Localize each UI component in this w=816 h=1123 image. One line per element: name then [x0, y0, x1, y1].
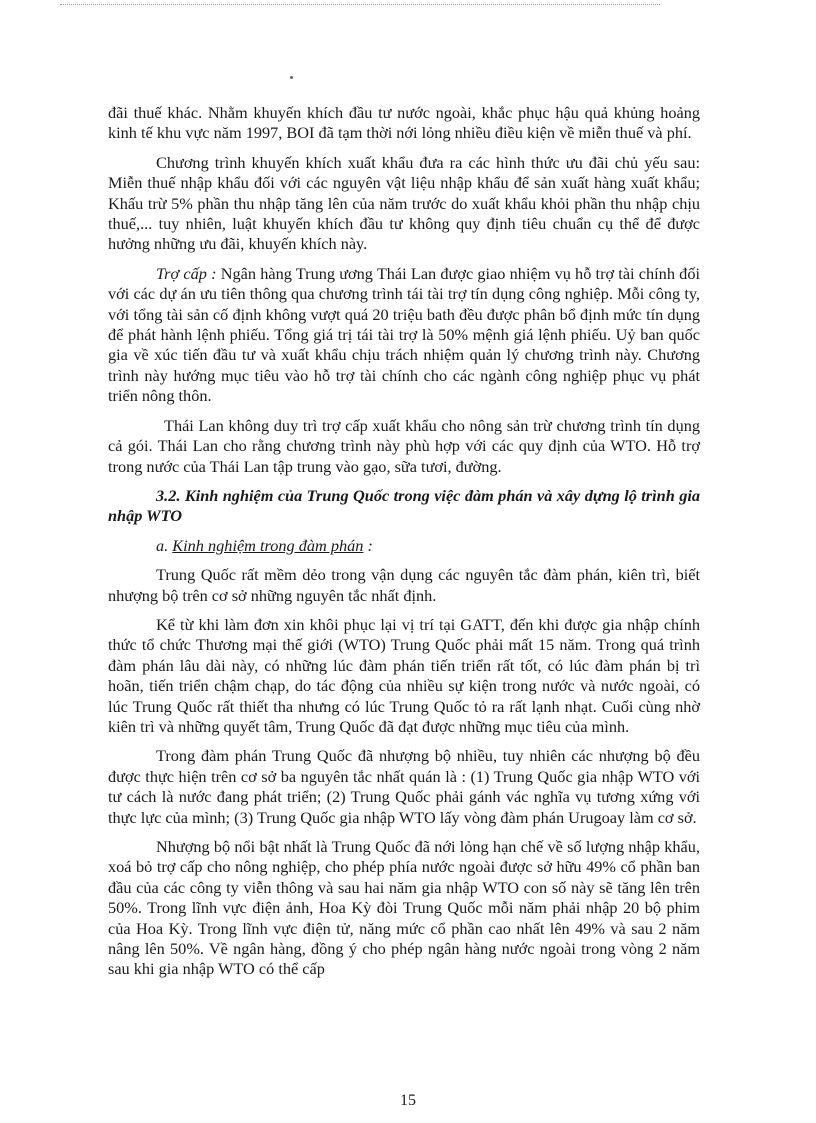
paragraph-thailand-export-subsidy: Thái Lan không duy trì trợ cấp xuất khẩu cho nông sản trừ chương trình tín dụng cả gói. Thái Lan cho rằng chương trình này phù hợp với các quy định của WTO. Hỗ trợ trong nước của Thái Lan tập trung vào gạo, sữa tươi, đường.: [108, 415, 700, 476]
paragraph-subsidy-text: Ngân hàng Trung ương Thái Lan được giao nhiệm vụ hỗ trợ tài chính đối với các dự án ưu tiên thông qua chương trình tái tài trợ tín dụng công nghiệp. Mỗi công ty, với tổng tài sản cố định không vượt quá 20 triệu bath đều được phân bổ định mức tín dụng để phát hành lệnh phiếu. Tổng giá trị tái tài trợ là 50% mệnh giá lệnh phiếu. Uỷ ban quốc gia về xúc tiến đầu tư và xuất khẩu chịu trách nhiệm quản lý chương trình này. Chương trình này hướng mục tiêu vào hỗ trợ tài chính cho các ngành công nghiệp phục vụ phát triển nông thôn.: [108, 263, 700, 406]
paragraph-key-concessions: Nhượng bộ nổi bật nhất là Trung Quốc đã nới lỏng hạn chế về số lượng nhập khẩu, xoá bỏ trợ cấp cho nông nghiệp, cho phép phía nước ngoài được sở hữu 49% cổ phần ban đầu của các công ty viễn thông và sau hai năm gia nhập WTO con số này sẽ tăng lên trên 50%. Trong lĩnh vực điện ảnh, Hoa Kỳ đòi Trung Quốc mỗi năm phải nhập 20 bộ phim của Hoa Kỳ. Trong lĩnh vực điện tử, năng mức cổ phần cao nhất lên 49% và sau 2 năm nâng lên 50%. Về ngân hàng, đồng ý cho phép ngân hàng nước ngoài trong vòng 2 năm sau khi gia nhập WTO có thể cấp: [108, 837, 700, 979]
scan-speck: [290, 76, 293, 79]
page-number: 15: [400, 1092, 416, 1109]
term-subsidy: Trợ cấp :: [156, 263, 217, 283]
section-heading: 3.2. Kinh nghiệm của Trung Quốc trong việc đàm phán và xây dựng lộ trình gia nhập WTO: [108, 485, 700, 526]
paragraph-subsidy: [108, 264, 700, 407]
subsection-heading: [108, 536, 700, 556]
scan-top-edge: [60, 4, 660, 5]
subsection-prefix: a.: [156, 535, 173, 555]
subsection-title: Kinh nghiệm trong đàm phán: [172, 535, 364, 555]
paragraph-concession-principles: Trong đàm phán Trung Quốc đã nhượng bộ nhiều, tuy nhiên các nhượng bộ đều được thực hiện trên cơ sở ba nguyên tắc nhất quán là : (1) Trung Quốc gia nhập WTO với tư cách là nước đang phát triển; (2) Trung Quốc phải gánh vác nghĩa vụ tương xứng với thực lực của mình; (3) Trung Quốc gia nhập WTO lấy vòng đàm phán Urugoay làm cơ sở.: [108, 746, 700, 827]
paragraph-negotiation-history: Kể từ khi làm đơn xin khôi phục lại vị trí tại GATT, đến khi được gia nhập chính thức tổ chức Thương mại thế giới (WTO) Trung Quốc phải mất 15 năm. Trong quá trình đàm phán lâu dài này, có những lúc đàm phán tiến triển rất tốt, có lúc đàm phán bị trì hoãn, tiến triển chậm chạp, do tác động của nhiều sự kiện trong nước và nước ngoài, có lúc Trung Quốc rất thiết tha nhưng có lúc Trung Quốc tỏ ra rất lạnh nhạt. Cuối cùng nhờ kiên trì và những quyết tâm, Trung Quốc đã đạt được những mục tiêu của mình.: [108, 614, 700, 736]
paragraph-export-promotion: Chương trình khuyến khích xuất khẩu đưa ra các hình thức ưu đãi chủ yếu sau: Miễn thuế nhập khẩu đối với các nguyên vật liệu nhập khẩu để sản xuất hàng xuất khẩu; Khấu trừ 5% phần thu nhập tăng lên của năm trước do xuất khẩu khỏi phần thu nhập chịu thuế,... tuy nhiên, luật khuyến khích đầu tư không quy định tiêu chuẩn cụ thể để được hưởng những ưu đãi, khuyến khích này.: [108, 152, 700, 254]
paragraph-tax-incentives: đãi thuế khác. Nhằm khuyến khích đầu tư nước ngoài, khắc phục hậu quả khủng hoảng kinh tế khu vực năm 1997, BOI đã tạm thời nới lỏng nhiều điều kiện về miễn thuế và phí.: [108, 103, 700, 143]
paragraph-flexibility: Trung Quốc rất mềm dẻo trong vận dụng các nguyên tắc đàm phán, kiên trì, biết nhượng bộ trên cơ sở những nguyên tắc nhất định.: [108, 565, 700, 605]
page-body: [108, 103, 700, 989]
subsection-suffix: :: [363, 535, 373, 555]
